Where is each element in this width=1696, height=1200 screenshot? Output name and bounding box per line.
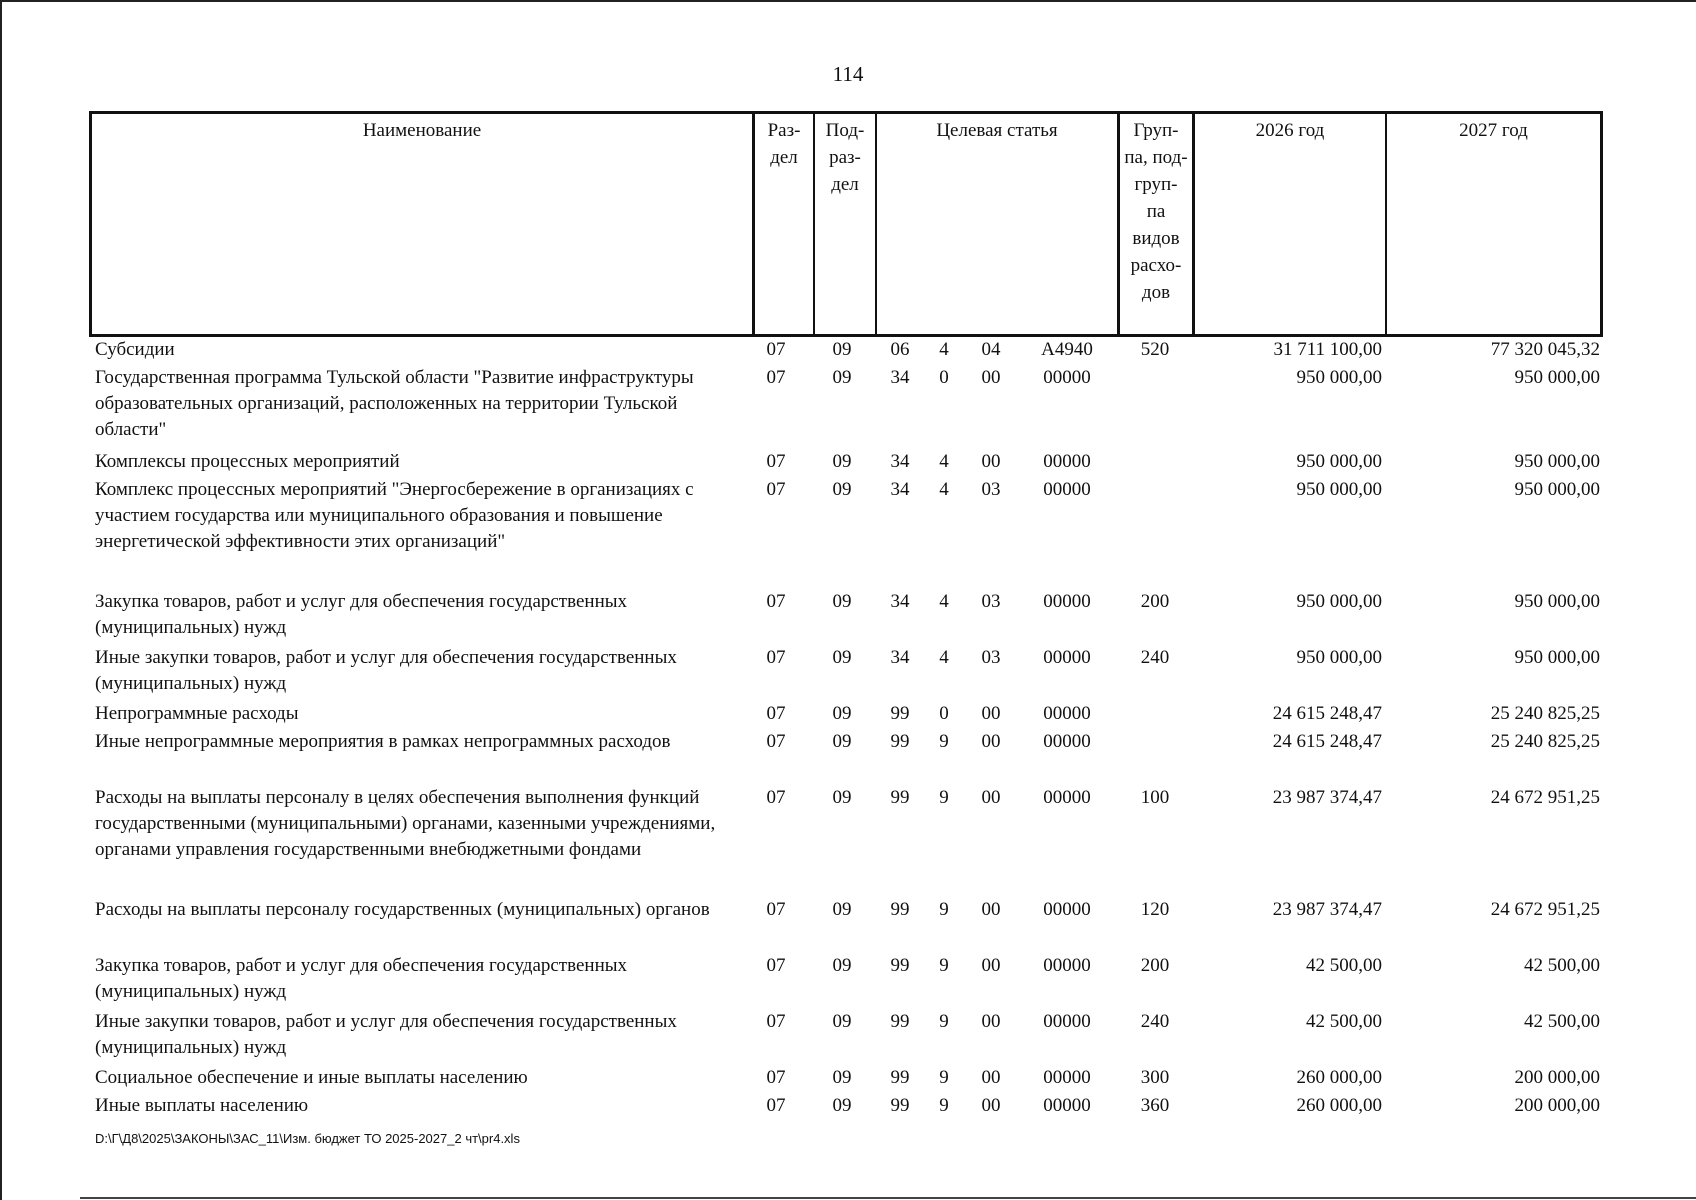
header-year-2026-label: 2026 год [1255,120,1325,141]
scan-border-top [0,0,1696,2]
cell-name: Субсидии [95,339,175,360]
cell-subprogram: 9 [939,731,949,752]
cell-event: 00 [981,1095,1001,1116]
cell-razdel: 07 [766,647,786,668]
cell-direction: 00000 [1043,479,1091,500]
cell-program: 34 [890,367,910,388]
cell-amount-2026: 950 000,00 [1296,591,1382,612]
cell-program: 99 [890,731,910,752]
cell-amount-2027: 950 000,00 [1514,647,1600,668]
cell-event: 00 [981,1067,1001,1088]
header-group-line: видов [1132,228,1180,249]
cell-amount-2027: 200 000,00 [1514,1095,1600,1116]
cell-amount-2026: 950 000,00 [1296,647,1382,668]
cell-amount-2027: 950 000,00 [1514,367,1600,388]
header-target-label: Целевая статья [936,120,1058,141]
cell-name: Иные закупки товаров, работ и услуг для обеспечения государственных (муниципальных) нужд [95,1011,677,1058]
cell-direction: 00000 [1043,703,1091,724]
header-podrazdel-line: Под- [825,120,865,141]
cell-name: Расходы на выплаты персоналу государственных (муниципальных) органов [95,899,710,920]
cell-amount-2026: 260 000,00 [1296,1095,1382,1116]
cell-program: 34 [890,647,910,668]
cell-direction: 00000 [1043,955,1091,976]
cell-direction: A4940 [1041,339,1093,360]
header-razdel-line: дел [770,147,798,168]
cell-direction: 00000 [1043,1067,1091,1088]
footer-file-path: D:\Г\Д8\2025\ЗАКОНЫ\ЗАС_11\Изм. бюджет ТО 2025-2027_2 чт\pr4.xls [95,1131,520,1146]
cell-program: 99 [890,787,910,808]
cell-expense-type: 360 [1140,1095,1170,1116]
cell-program: 99 [890,703,910,724]
cell-razdel: 07 [766,339,786,360]
cell-event: 00 [981,787,1001,808]
cell-razdel: 07 [766,899,786,920]
cell-direction: 00000 [1043,731,1091,752]
cell-subprogram: 9 [939,1095,949,1116]
cell-podrazdel: 09 [832,479,852,500]
table-header [89,111,1603,337]
cell-razdel: 07 [766,1095,786,1116]
cell-name: Иные закупки товаров, работ и услуг для обеспечения государственных (муниципальных) нужд [95,647,677,694]
cell-amount-2027: 24 672 951,25 [1490,787,1600,808]
cell-podrazdel: 09 [832,955,852,976]
cell-podrazdel: 09 [832,1095,852,1116]
cell-program: 34 [890,479,910,500]
cell-subprogram: 9 [939,955,949,976]
cell-event: 03 [981,647,1001,668]
cell-podrazdel: 09 [832,591,852,612]
cell-subprogram: 0 [939,367,949,388]
cell-amount-2027: 950 000,00 [1514,479,1600,500]
cell-direction: 00000 [1043,451,1091,472]
cell-amount-2026: 950 000,00 [1296,479,1382,500]
cell-razdel: 07 [766,479,786,500]
cell-subprogram: 4 [939,451,949,472]
cell-subprogram: 9 [939,899,949,920]
cell-amount-2026: 23 987 374,47 [1272,787,1382,808]
cell-amount-2026: 42 500,00 [1306,1011,1382,1032]
header-podrazdel-line: раз- [829,147,861,168]
cell-event: 03 [981,479,1001,500]
cell-name: Социальное обеспечение и иные выплаты населению [95,1067,528,1088]
cell-subprogram: 4 [939,339,949,360]
cell-podrazdel: 09 [832,787,852,808]
cell-name: Расходы на выплаты персоналу в целях обеспечения выполнения функций государственными (муниципальными) органами, казенными учреждениями, органами управления государственными внебюджетными фондами [95,787,716,860]
cell-razdel: 07 [766,367,786,388]
cell-amount-2027: 950 000,00 [1514,591,1600,612]
cell-direction: 00000 [1043,591,1091,612]
cell-name: Иные непрограммные мероприятия в рамках непрограммных расходов [95,731,671,752]
cell-amount-2027: 950 000,00 [1514,451,1600,472]
cell-expense-type: 520 [1140,339,1170,360]
header-year-2026 [1195,114,1385,334]
cell-subprogram: 9 [939,787,949,808]
cell-razdel: 07 [766,731,786,752]
cell-podrazdel: 09 [832,731,852,752]
cell-amount-2027: 25 240 825,25 [1490,703,1600,724]
cell-subprogram: 9 [939,1067,949,1088]
cell-program: 99 [890,955,910,976]
cell-subprogram: 4 [939,647,949,668]
page-number: 114 [832,62,864,86]
cell-amount-2027: 42 500,00 [1524,1011,1600,1032]
cell-name: Комплексы процессных мероприятий [95,451,400,472]
scan-border-left [0,0,2,1200]
cell-event: 00 [981,731,1001,752]
header-razdel-line: Раз- [767,120,801,141]
cell-program: 06 [890,339,910,360]
cell-expense-type: 240 [1140,647,1170,668]
header-name [92,114,752,334]
cell-program: 34 [890,591,910,612]
cell-program: 99 [890,899,910,920]
cell-expense-type: 200 [1140,591,1170,612]
cell-razdel: 07 [766,955,786,976]
cell-direction: 00000 [1043,787,1091,808]
cell-event: 03 [981,591,1001,612]
cell-podrazdel: 09 [832,451,852,472]
cell-amount-2026: 42 500,00 [1306,955,1382,976]
cell-direction: 00000 [1043,899,1091,920]
cell-podrazdel: 09 [832,899,852,920]
cell-amount-2026: 950 000,00 [1296,367,1382,388]
header-name-label: Наименование [362,120,482,141]
cell-podrazdel: 09 [832,339,852,360]
cell-event: 00 [981,955,1001,976]
header-group-line: груп- [1134,174,1178,195]
cell-name: Закупка товаров, работ и услуг для обеспечения государственных (муниципальных) нужд [95,955,628,1002]
header-year-2027 [1387,114,1600,334]
cell-program: 99 [890,1067,910,1088]
cell-razdel: 07 [766,591,786,612]
header-year-2027-label: 2027 год [1459,120,1528,141]
cell-razdel: 07 [766,1067,786,1088]
cell-expense-type: 120 [1140,899,1170,920]
cell-subprogram: 4 [939,479,949,500]
cell-expense-type: 100 [1140,787,1170,808]
cell-expense-type: 300 [1140,1067,1170,1088]
header-group-line: па [1146,201,1166,222]
cell-direction: 00000 [1043,367,1091,388]
cell-amount-2026: 23 987 374,47 [1272,899,1382,920]
cell-name: Комплекс процессных мероприятий "Энергосбережение в организациях с участием государства или муниципального образования и повышение энергетической эффективности этих организаций" [95,479,694,552]
cell-event: 00 [981,367,1001,388]
header-podrazdel-line: дел [831,174,859,195]
cell-amount-2026: 31 711 100,00 [1273,339,1382,360]
cell-podrazdel: 09 [832,1067,852,1088]
cell-program: 34 [890,451,910,472]
header-group-line: па, под- [1124,147,1188,168]
cell-podrazdel: 09 [832,703,852,724]
cell-amount-2026: 950 000,00 [1296,451,1382,472]
cell-razdel: 07 [766,1011,786,1032]
scan-border-bottom [80,1197,1696,1199]
header-target [877,114,1117,334]
cell-podrazdel: 09 [832,647,852,668]
cell-amount-2027: 42 500,00 [1524,955,1600,976]
header-group-line: дов [1141,282,1171,303]
cell-event: 00 [981,451,1001,472]
cell-amount-2027: 25 240 825,25 [1490,731,1600,752]
cell-event: 04 [981,339,1001,360]
cell-name: Непрограммные расходы [95,703,299,724]
cell-event: 00 [981,899,1001,920]
cell-subprogram: 4 [939,591,949,612]
cell-amount-2026: 24 615 248,47 [1272,703,1382,724]
cell-direction: 00000 [1043,1011,1091,1032]
cell-program: 99 [890,1011,910,1032]
cell-subprogram: 9 [939,1011,949,1032]
cell-event: 00 [981,1011,1001,1032]
cell-event: 00 [981,703,1001,724]
header-group-line: Груп- [1133,120,1179,141]
header-razdel [755,114,813,334]
cell-amount-2026: 260 000,00 [1296,1067,1382,1088]
header-group [1120,114,1192,334]
cell-razdel: 07 [766,787,786,808]
cell-podrazdel: 09 [832,367,852,388]
cell-direction: 00000 [1043,1095,1091,1116]
cell-expense-type: 240 [1140,1011,1170,1032]
cell-amount-2027: 200 000,00 [1514,1067,1600,1088]
cell-amount-2026: 24 615 248,47 [1272,731,1382,752]
cell-podrazdel: 09 [832,1011,852,1032]
cell-razdel: 07 [766,451,786,472]
header-podrazdel [815,114,875,334]
cell-amount-2027: 24 672 951,25 [1490,899,1600,920]
cell-program: 99 [890,1095,910,1116]
cell-name: Государственная программа Тульской области "Развитие инфраструктуры образовательных организаций, расположенных на территории Тульской области" [95,367,694,440]
cell-razdel: 07 [766,703,786,724]
cell-expense-type: 200 [1140,955,1170,976]
cell-direction: 00000 [1043,647,1091,668]
cell-name: Иные выплаты населению [95,1095,309,1116]
cell-name: Закупка товаров, работ и услуг для обеспечения государственных (муниципальных) нужд [95,591,628,638]
header-group-line: расхо- [1130,255,1182,276]
cell-subprogram: 0 [939,703,949,724]
cell-amount-2027: 77 320 045,32 [1490,339,1600,360]
